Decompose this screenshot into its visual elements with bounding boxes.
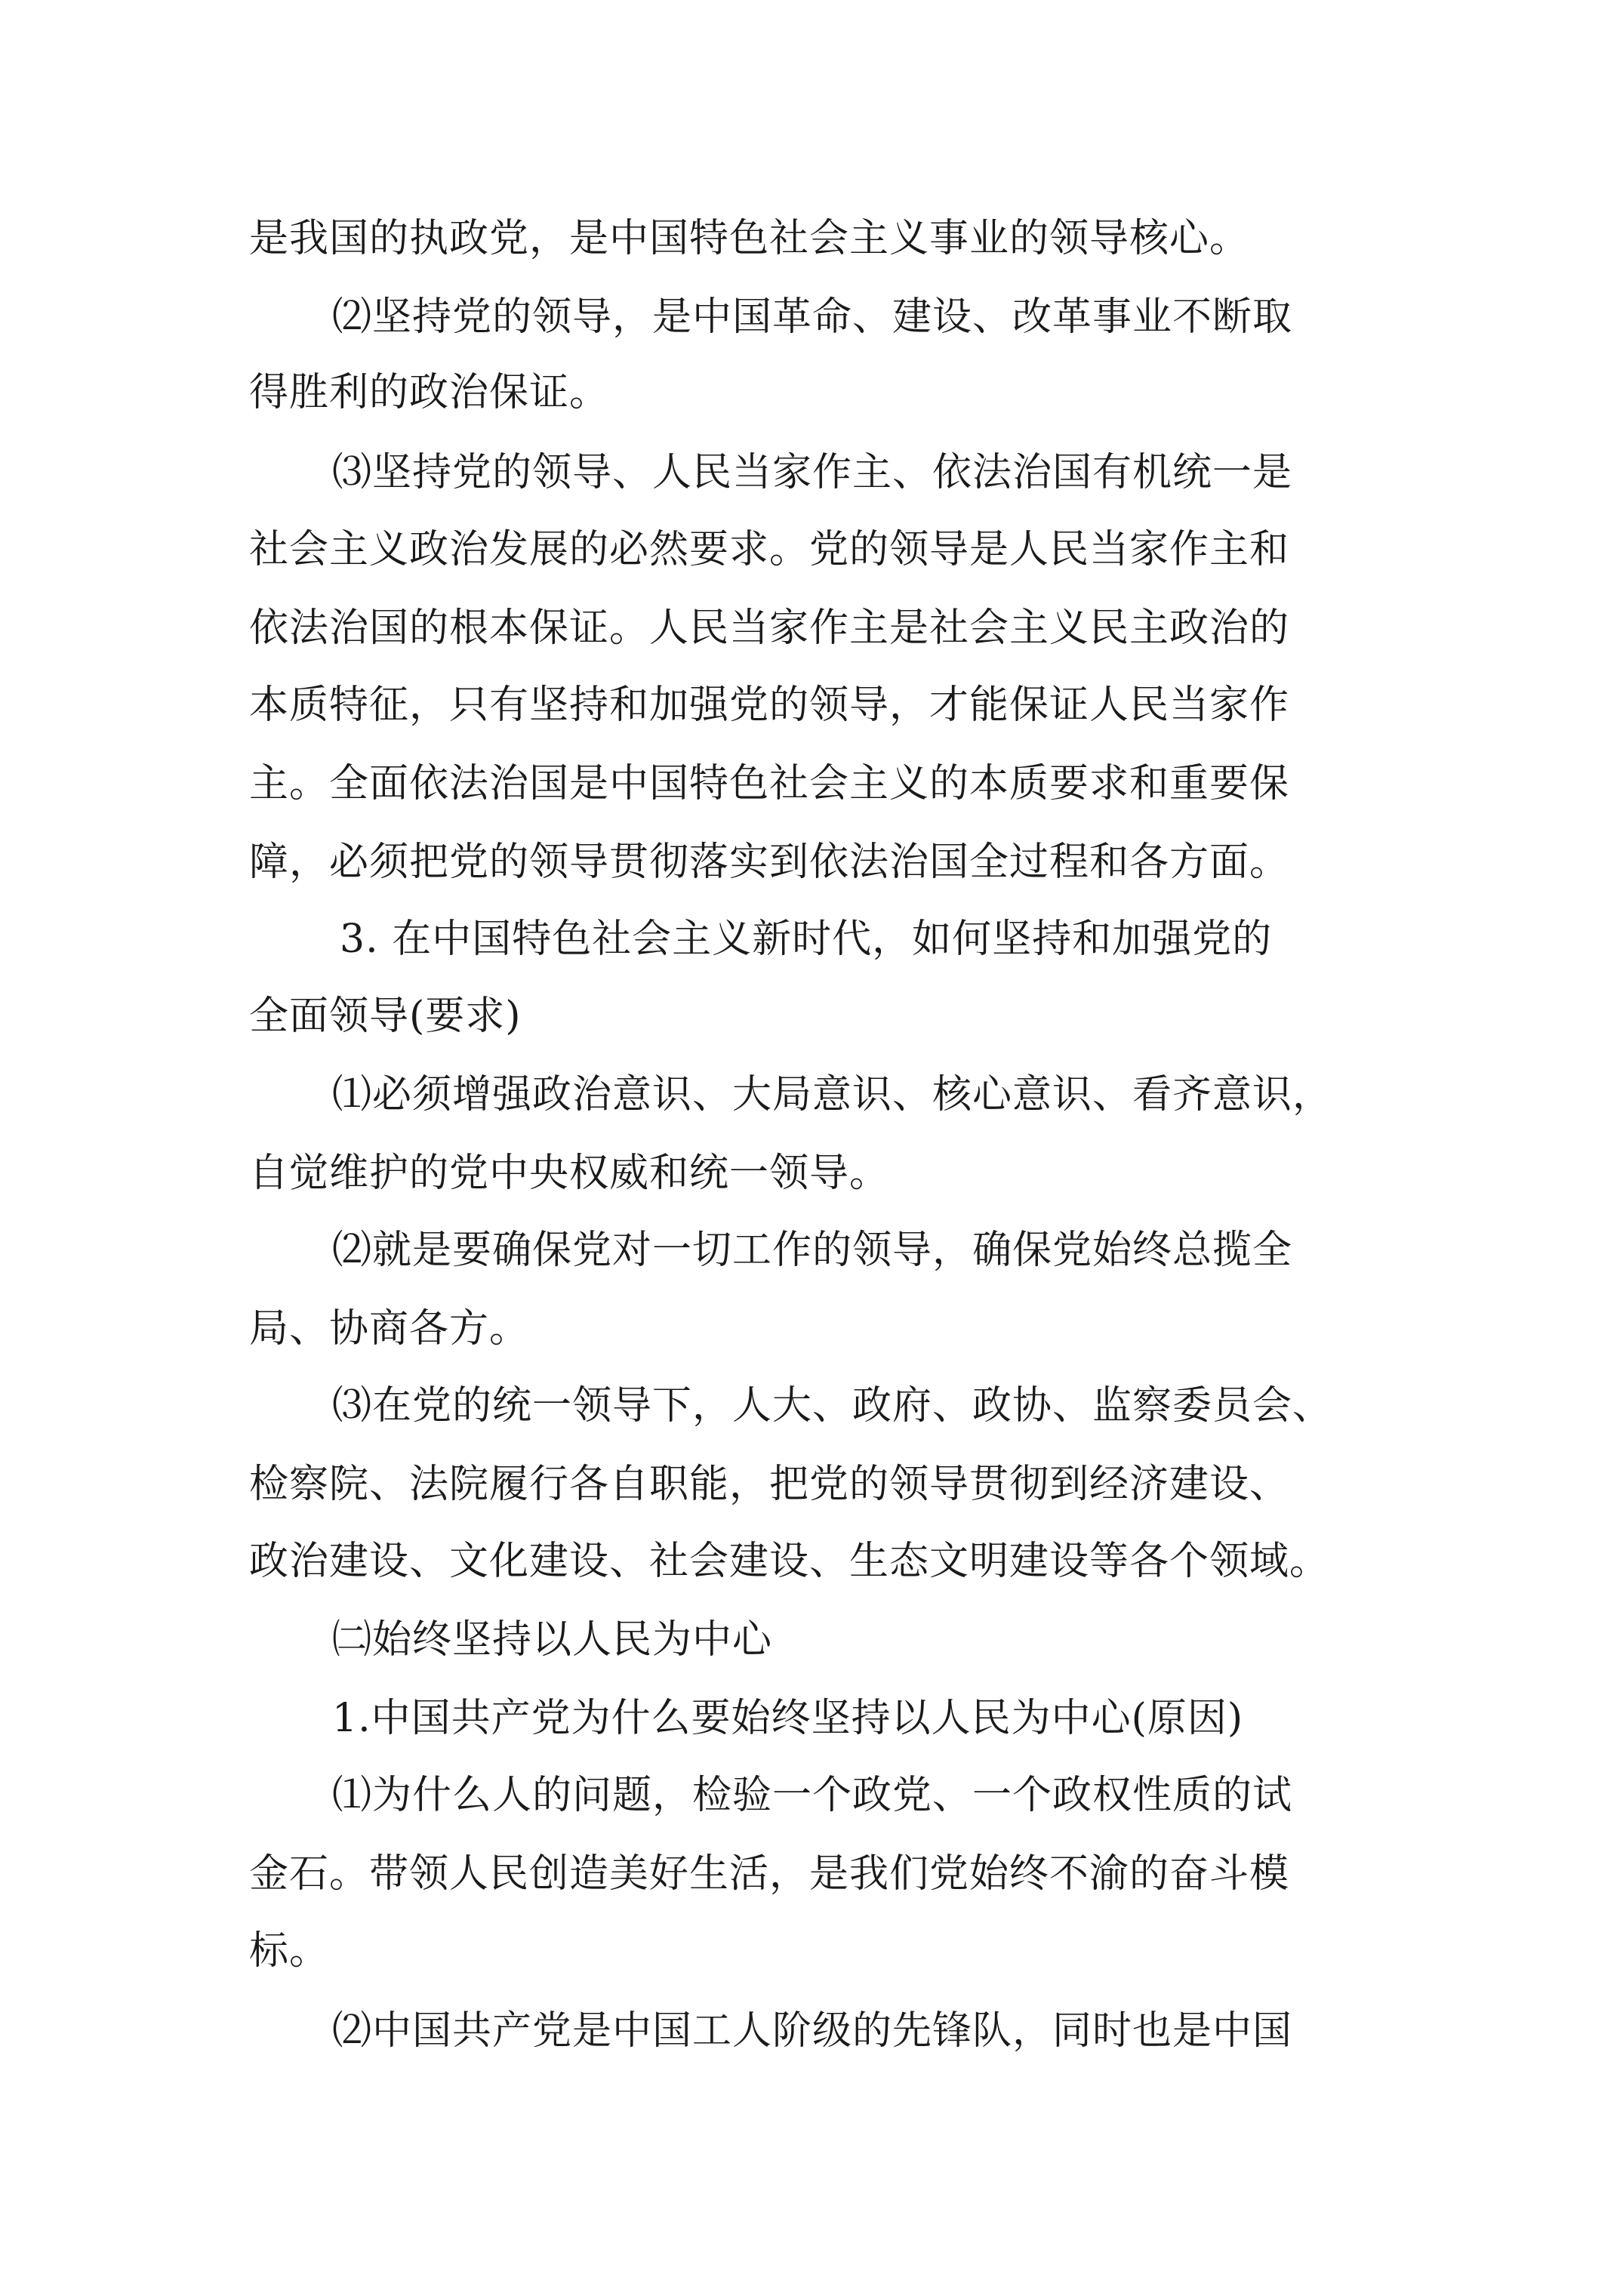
text-line: 本质特征，只有坚持和加强党的领导，才能保证人民当家作 <box>249 683 1290 728</box>
text-line: 得胜利的政治保证。 <box>249 370 610 415</box>
text-line: 标。 <box>249 1928 330 1974</box>
text-line: ⑵坚持党的领导，是中国革命、建设、改革事业不断取 <box>332 294 1293 340</box>
section-heading: ㈡始终坚持以人民为中心 <box>332 1617 773 1663</box>
text-line: 检察院、法院履行各自职能，把党的领导贯彻到经济建设、 <box>249 1462 1290 1507</box>
text-line: ⑵中国共产党是中国工人阶级的先锋队，同时也是中国 <box>332 2008 1293 2054</box>
text-line: 社会主义政治发展的必然要求。党的领导是人民当家作主和 <box>249 527 1290 572</box>
text-line: 依法治国的根本保证。人民当家作主是社会主义民主政治的 <box>249 606 1290 651</box>
text-line: ⑵就是要确保党对一切工作的领导，确保党始终总揽全 <box>332 1228 1293 1273</box>
text-line: 障，必须把党的领导贯彻落实到依法治国全过程和各方面。 <box>249 840 1290 885</box>
text-line: 局、协商各方。 <box>249 1306 530 1351</box>
text-line: 全面领导(要求) <box>249 994 522 1039</box>
text-line: 自觉维护的党中央权威和统一领导。 <box>249 1151 890 1196</box>
text-line: 3. 在中国特色社会主义新时代，如何坚持和加强党的 <box>340 917 1273 962</box>
text-line: ⑴必须增强政治意识、大局意识、核心意识、看齐意识， <box>332 1072 1333 1117</box>
text-line: ⑶在党的统一领导下，人大、政府、政协、监察委员会、 <box>332 1383 1333 1428</box>
text-line: 政治建设、文化建设、社会建设、生态文明建设等各个领域。 <box>249 1539 1330 1584</box>
text-line: ⑶坚持党的领导、人民当家作主、依法治国有机统一是 <box>332 450 1293 495</box>
text-line: 金石。带领人民创造美好生活，是我们党始终不渝的奋斗模 <box>249 1851 1290 1897</box>
text-line: ⑴为什么人的问题，检验一个政党、一个政权性质的试 <box>332 1773 1293 1818</box>
text-line: 是我国的执政党，是中国特色社会主义事业的领导核心。 <box>249 216 1250 261</box>
text-line: 主。全面依法治国是中国特色社会主义的本质要求和重要保 <box>249 761 1290 806</box>
question-heading: 1.中国共产党为什么要始终坚持以人民为中心(原因) <box>332 1696 1244 1741</box>
